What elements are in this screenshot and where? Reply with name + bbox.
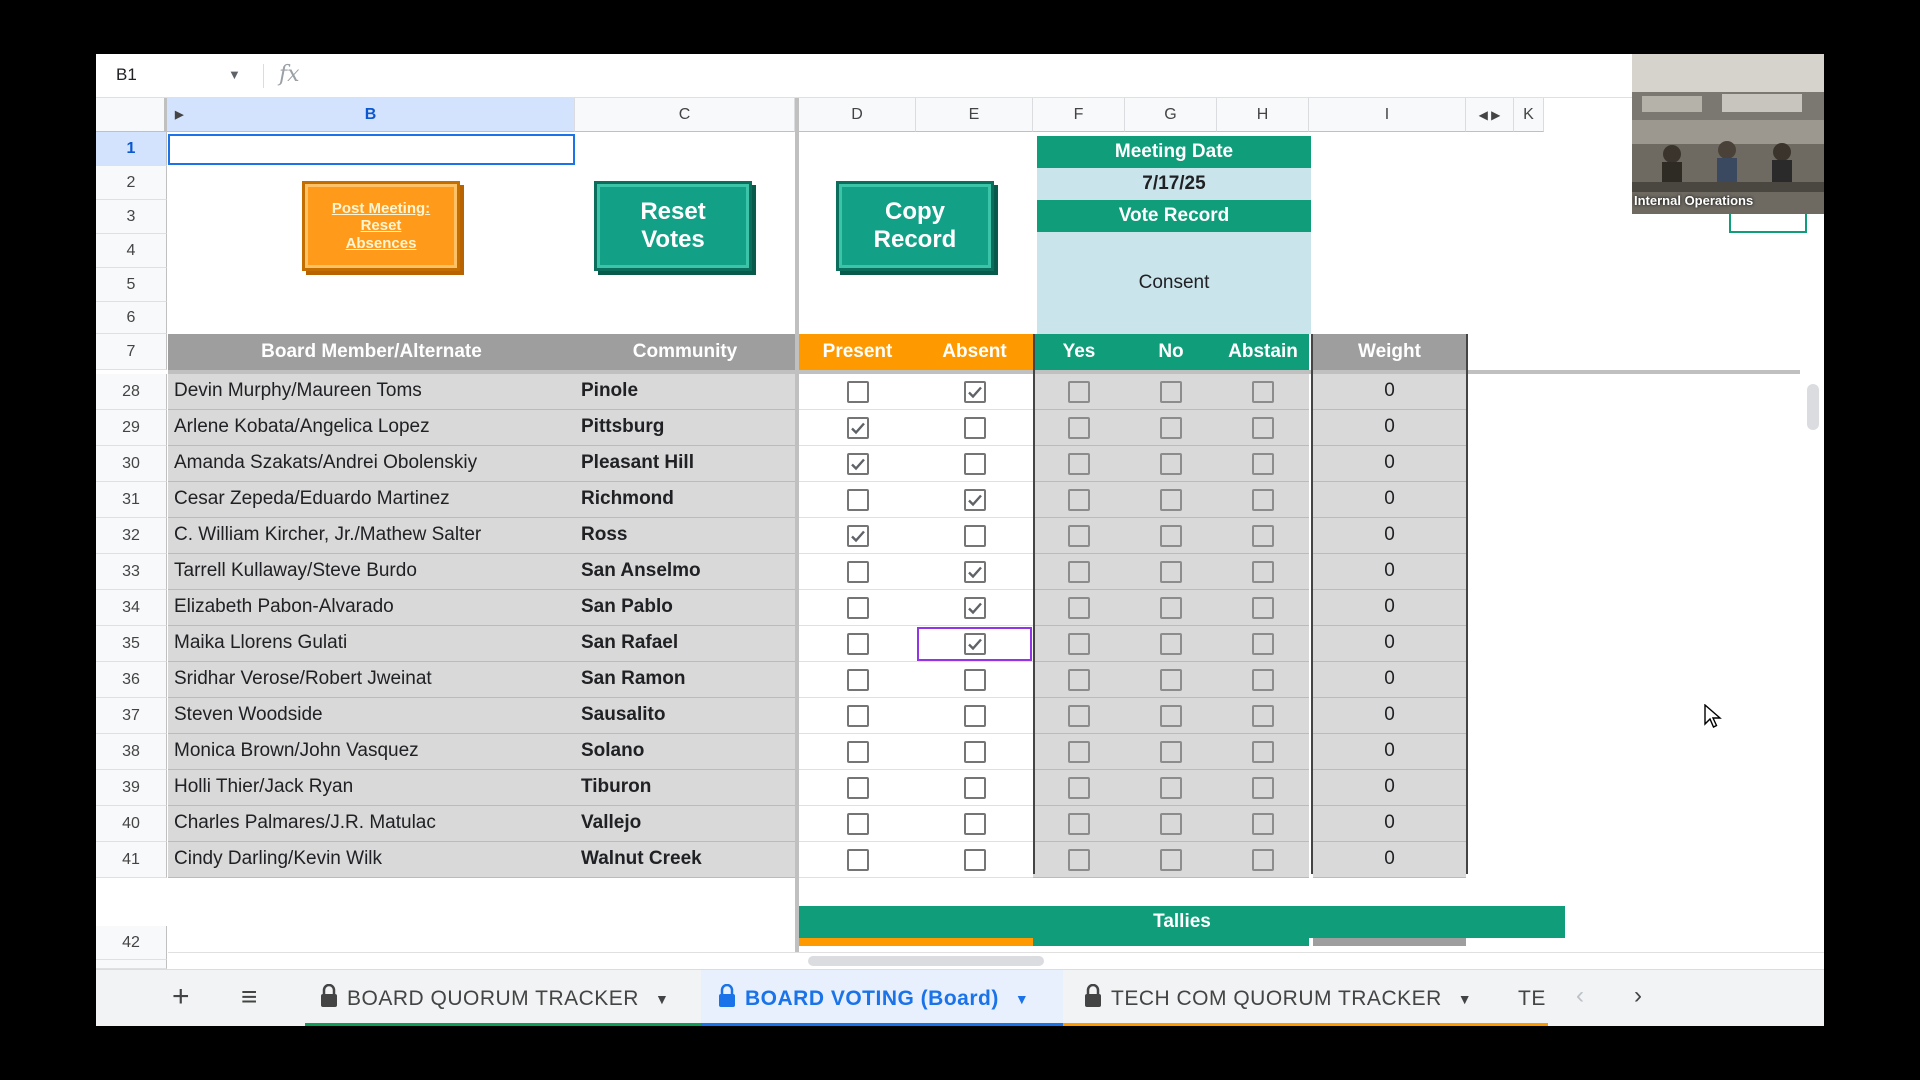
header-board-member: Board Member/Alternate [168, 334, 575, 370]
row-header[interactable]: 39 [96, 770, 167, 806]
fx-icon: fx [279, 62, 300, 87]
member-cell[interactable]: Tarrell Kullaway/Steve Burdo [168, 554, 575, 590]
no-checkbox[interactable] [1160, 561, 1182, 583]
absent-checkbox[interactable] [964, 813, 986, 835]
tab-tech-com-quorum-tracker[interactable] [1063, 970, 1504, 1026]
row-header-6[interactable]: 6 [96, 302, 167, 334]
attendance-cells [799, 446, 1033, 482]
member-cell[interactable]: Steven Woodside [168, 698, 575, 734]
header-absent: Absent [916, 334, 1033, 370]
absent-checkbox[interactable] [964, 597, 986, 619]
yes-checkbox[interactable] [1068, 597, 1090, 619]
tallies-green-strip [1033, 938, 1309, 946]
community-cell[interactable]: Pittsburg [575, 410, 795, 446]
select-all-corner[interactable] [96, 98, 167, 132]
present-checkbox[interactable] [847, 849, 869, 871]
abstain-checkbox[interactable] [1252, 633, 1274, 655]
no-checkbox[interactable] [1160, 417, 1182, 439]
no-checkbox[interactable] [1160, 813, 1182, 835]
chevron-down-icon[interactable]: ▼ [1014, 990, 1030, 1007]
tallies-header: Tallies [799, 906, 1565, 938]
copy-record-button[interactable] [836, 181, 994, 271]
weight-cell[interactable]: 0 [1313, 770, 1466, 806]
column-label: G [1164, 106, 1177, 123]
member-cell[interactable]: Sridhar Verose/Robert Jweinat [168, 662, 575, 698]
column-header-e[interactable] [916, 98, 1033, 132]
weight-cell[interactable]: 0 [1313, 554, 1466, 590]
absent-checkbox[interactable] [964, 849, 986, 871]
column-label: K [1523, 106, 1534, 123]
row-header[interactable]: 41 [96, 842, 167, 878]
sheet-tab-bar [96, 969, 1824, 1026]
column-header-d[interactable] [799, 98, 916, 132]
abstain-checkbox[interactable] [1252, 597, 1274, 619]
header-yes: Yes [1033, 334, 1125, 370]
column-label: E [968, 106, 980, 123]
attendance-cells [799, 518, 1033, 554]
tab-label: BOARD QUORUM TRACKER [347, 986, 639, 1010]
absent-checkbox[interactable] [964, 705, 986, 727]
community-cell[interactable]: Vallejo [575, 806, 795, 842]
yes-checkbox[interactable] [1068, 705, 1090, 727]
community-cell[interactable]: Tiburon [575, 770, 795, 806]
present-checkbox[interactable] [847, 705, 869, 727]
member-cell[interactable]: Holli Thier/Jack Ryan [168, 770, 575, 806]
row-header-42[interactable]: 42 [96, 926, 167, 960]
row-header-43[interactable] [96, 960, 167, 969]
tab-label: BOARD VOTING (Board) [745, 986, 999, 1010]
selected-cell-b1[interactable] [168, 134, 575, 165]
tallies-orange-strip [799, 938, 1033, 946]
weight-cell[interactable]: 0 [1313, 410, 1466, 446]
active-cell-highlight[interactable] [917, 627, 1032, 661]
absent-checkbox[interactable] [964, 777, 986, 799]
absent-checkbox[interactable] [964, 417, 986, 439]
yes-checkbox[interactable] [1068, 561, 1090, 583]
attendance-cells [799, 410, 1033, 446]
present-checkbox[interactable] [847, 777, 869, 799]
chevron-down-icon[interactable]: ▼ [1457, 990, 1473, 1007]
weight-cell[interactable]: 0 [1313, 482, 1466, 518]
community-cell[interactable]: San Rafael [575, 626, 795, 662]
absent-checkbox[interactable] [964, 525, 986, 547]
tab-color-bar [305, 1023, 701, 1026]
lock-icon [717, 984, 737, 1014]
present-checkbox[interactable] [847, 633, 869, 655]
tab-color-bar [1063, 1023, 1504, 1026]
tallies-gray-strip [1313, 938, 1466, 946]
column-header-g[interactable] [1125, 98, 1217, 132]
no-checkbox[interactable] [1160, 597, 1182, 619]
member-cell[interactable]: Elizabeth Pabon-Alvarado [168, 590, 575, 626]
button-label-line: Votes [641, 226, 705, 253]
member-cell[interactable]: Cesar Zepeda/Eduardo Martinez [168, 482, 575, 518]
weight-cell[interactable]: 0 [1313, 698, 1466, 734]
lock-icon [1083, 984, 1103, 1014]
row-header-5[interactable]: 5 [96, 268, 167, 302]
present-checkbox[interactable] [847, 669, 869, 691]
column-label: D [851, 106, 863, 123]
weight-cell[interactable]: 0 [1313, 590, 1466, 626]
row-header[interactable]: 33 [96, 554, 167, 590]
member-cell[interactable]: Charles Palmares/J.R. Matulac [168, 806, 575, 842]
button-label-line: Reset [640, 198, 706, 226]
community-cell[interactable]: San Anselmo [575, 554, 795, 590]
yes-checkbox[interactable] [1068, 813, 1090, 835]
attendance-cells [799, 374, 1033, 410]
column-header-k[interactable] [1514, 98, 1544, 132]
abstain-checkbox[interactable] [1252, 525, 1274, 547]
weight-cell[interactable]: 0 [1313, 626, 1466, 662]
column-header-b[interactable] [167, 98, 575, 132]
button-label-line: Record [873, 226, 957, 253]
no-checkbox[interactable] [1160, 633, 1182, 655]
expand-icon[interactable]: ▶ [175, 109, 184, 121]
present-checkbox[interactable] [847, 453, 869, 475]
community-cell[interactable]: Ross [575, 518, 795, 554]
column-label: F [1073, 106, 1084, 123]
abstain-checkbox[interactable] [1252, 381, 1274, 403]
attendance-cells [799, 842, 1033, 878]
no-checkbox[interactable] [1160, 453, 1182, 475]
yes-checkbox[interactable] [1068, 741, 1090, 763]
member-cell[interactable]: Arlene Kobata/Angelica Lopez [168, 410, 575, 446]
button-label-line: Copy [885, 198, 945, 226]
attendance-cells [799, 662, 1033, 698]
scroll-tabs-left-icon[interactable]: ‹ [1576, 982, 1584, 1009]
row-header-2[interactable]: 2 [96, 166, 167, 200]
community-cell[interactable]: Solano [575, 734, 795, 770]
weight-cell[interactable]: 0 [1313, 518, 1466, 554]
button-label-line: Absences [345, 234, 417, 252]
attendance-cells [799, 590, 1033, 626]
yes-checkbox[interactable] [1068, 669, 1090, 691]
horizontal-scrollbar-thumb[interactable] [808, 956, 1044, 966]
abstain-checkbox[interactable] [1252, 849, 1274, 871]
community-cell[interactable]: San Pablo [575, 590, 795, 626]
no-checkbox[interactable] [1160, 705, 1182, 727]
row-header[interactable]: 37 [96, 698, 167, 734]
row-header[interactable]: 30 [96, 446, 167, 482]
community-cell[interactable]: Pinole [575, 374, 795, 410]
column-header-h[interactable] [1217, 98, 1309, 132]
abstain-checkbox[interactable] [1252, 417, 1274, 439]
community-cell[interactable]: Richmond [575, 482, 795, 518]
attendance-cells [799, 698, 1033, 734]
absent-checkbox[interactable] [964, 489, 986, 511]
attendance-cells [799, 734, 1033, 770]
header-present: Present [799, 334, 916, 370]
community-cell[interactable]: San Ramon [575, 662, 795, 698]
spreadsheet-window [96, 54, 1824, 1026]
abstain-checkbox[interactable] [1252, 705, 1274, 727]
attendance-cells [799, 482, 1033, 518]
vote-record-value[interactable]: Consent [1037, 232, 1311, 334]
column-header-i[interactable] [1309, 98, 1466, 132]
video-label: Internal Operations [1634, 193, 1754, 208]
column-label: C [678, 106, 691, 123]
video-feed-image [1632, 54, 1824, 214]
name-box[interactable]: B1 [116, 65, 137, 84]
present-checkbox[interactable] [847, 381, 869, 403]
button-label-line: Post Meeting: [331, 200, 431, 218]
row-header[interactable]: 38 [96, 734, 167, 770]
present-checkbox[interactable] [847, 417, 869, 439]
scroll-tabs-right-icon[interactable]: › [1634, 982, 1642, 1009]
header-abstain: Abstain [1217, 334, 1309, 370]
present-checkbox[interactable] [847, 741, 869, 763]
weight-cell[interactable]: 0 [1313, 806, 1466, 842]
absent-checkbox[interactable] [964, 381, 986, 403]
column-label: B [364, 106, 377, 123]
present-checkbox[interactable] [847, 489, 869, 511]
community-cell[interactable]: Pleasant Hill [575, 446, 795, 482]
abstain-checkbox[interactable] [1252, 813, 1274, 835]
tab-truncated[interactable] [1504, 970, 1548, 1026]
chevron-down-icon[interactable]: ▼ [654, 990, 670, 1007]
vote-record-label: Vote Record [1037, 200, 1311, 232]
present-checkbox[interactable] [847, 525, 869, 547]
column-label: I [1384, 106, 1390, 123]
row-header[interactable]: 29 [96, 410, 167, 446]
row-header[interactable]: 40 [96, 806, 167, 842]
yes-checkbox[interactable] [1068, 777, 1090, 799]
member-cell[interactable]: Devin Murphy/Maureen Toms [168, 374, 575, 410]
row-header[interactable]: 31 [96, 482, 167, 518]
header-community: Community [575, 334, 795, 370]
member-cell[interactable]: C. William Kircher, Jr./Mathew Salter [168, 518, 575, 554]
column-header-f[interactable] [1033, 98, 1125, 132]
yes-checkbox[interactable] [1068, 453, 1090, 475]
weight-cell[interactable]: 0 [1313, 446, 1466, 482]
present-checkbox[interactable] [847, 597, 869, 619]
tab-label: TECH COM QUORUM TRACKER [1111, 986, 1442, 1010]
header-no: No [1125, 334, 1217, 370]
meeting-date-value[interactable]: 7/17/25 [1037, 168, 1311, 200]
row-header[interactable]: 34 [96, 590, 167, 626]
abstain-checkbox[interactable] [1252, 741, 1274, 763]
abstain-checkbox[interactable] [1252, 777, 1274, 799]
weight-cell[interactable]: 0 [1313, 662, 1466, 698]
reset-votes-button[interactable] [594, 181, 752, 271]
member-cell[interactable]: Cindy Darling/Kevin Wilk [168, 842, 575, 878]
weight-cell[interactable]: 0 [1313, 374, 1466, 410]
abstain-checkbox[interactable] [1252, 453, 1274, 475]
community-cell[interactable]: Sausalito [575, 698, 795, 734]
video-thumbnail[interactable] [1632, 54, 1824, 214]
mouse-cursor-icon [1704, 704, 1722, 730]
absent-checkbox[interactable] [964, 453, 986, 475]
tab-color-bar [701, 1023, 1063, 1026]
button-label-line: Reset [360, 217, 402, 235]
chevron-down-icon[interactable]: ▼ [228, 67, 241, 82]
no-checkbox[interactable] [1160, 777, 1182, 799]
table-border [1466, 334, 1468, 874]
present-checkbox[interactable] [847, 813, 869, 835]
tab-label: TE [1518, 986, 1546, 1010]
member-cell[interactable]: Amanda Szakats/Andrei Obolenskiy [168, 446, 575, 482]
absent-checkbox[interactable] [964, 561, 986, 583]
yes-checkbox[interactable] [1068, 633, 1090, 655]
community-cell[interactable]: Walnut Creek [575, 842, 795, 878]
abstain-checkbox[interactable] [1252, 669, 1274, 691]
no-checkbox[interactable] [1160, 489, 1182, 511]
member-cell[interactable]: Monica Brown/John Vasquez [168, 734, 575, 770]
attendance-cells [799, 770, 1033, 806]
arrow-right-icon[interactable]: ▶ [1491, 108, 1501, 122]
divider [263, 64, 264, 88]
yes-checkbox[interactable] [1068, 381, 1090, 403]
row-header[interactable]: 32 [96, 518, 167, 554]
post-meeting-reset-absences-button[interactable] [302, 181, 460, 271]
absent-checkbox[interactable] [964, 741, 986, 763]
formula-bar [96, 54, 1824, 98]
yes-checkbox[interactable] [1068, 417, 1090, 439]
yes-checkbox[interactable] [1068, 489, 1090, 511]
absent-checkbox[interactable] [964, 669, 986, 691]
tab-color-bar [1504, 1023, 1548, 1026]
arrow-left-icon[interactable]: ◀ [1478, 108, 1488, 122]
row-header[interactable]: 35 [96, 626, 167, 662]
abstain-checkbox[interactable] [1252, 489, 1274, 511]
table-border [1033, 334, 1035, 874]
meeting-date-label: Meeting Date [1037, 136, 1311, 168]
no-checkbox[interactable] [1160, 525, 1182, 547]
no-checkbox[interactable] [1160, 849, 1182, 871]
lock-icon [319, 984, 339, 1014]
row-header-4[interactable]: 4 [96, 234, 167, 268]
no-checkbox[interactable] [1160, 741, 1182, 763]
hidden-columns-arrows[interactable] [1466, 98, 1514, 132]
row-header-7[interactable]: 7 [96, 334, 167, 370]
tab-board-quorum-tracker[interactable] [305, 970, 701, 1026]
weight-cell[interactable]: 0 [1313, 734, 1466, 770]
no-checkbox[interactable] [1160, 381, 1182, 403]
weight-cell[interactable]: 0 [1313, 842, 1466, 878]
row-header[interactable]: 36 [96, 662, 167, 698]
column-label: H [1256, 106, 1269, 123]
row-header-3[interactable]: 3 [96, 200, 167, 234]
tab-board-voting[interactable] [701, 970, 1063, 1026]
member-cell[interactable]: Maika Llorens Gulati [168, 626, 575, 662]
no-checkbox[interactable] [1160, 669, 1182, 691]
abstain-checkbox[interactable] [1252, 561, 1274, 583]
attendance-cells [799, 554, 1033, 590]
all-sheets-menu-icon[interactable]: ≡ [241, 981, 258, 1012]
column-header-c[interactable] [575, 98, 795, 132]
add-sheet-icon[interactable]: + [172, 980, 190, 1013]
header-weight: Weight [1313, 334, 1466, 370]
attendance-cells [799, 806, 1033, 842]
yes-checkbox[interactable] [1068, 849, 1090, 871]
row-header-1[interactable]: 1 [96, 132, 167, 166]
yes-checkbox[interactable] [1068, 525, 1090, 547]
vertical-scrollbar-thumb[interactable] [1807, 384, 1819, 430]
present-checkbox[interactable] [847, 561, 869, 583]
table-border [1311, 334, 1313, 874]
row-header[interactable]: 28 [96, 374, 167, 410]
